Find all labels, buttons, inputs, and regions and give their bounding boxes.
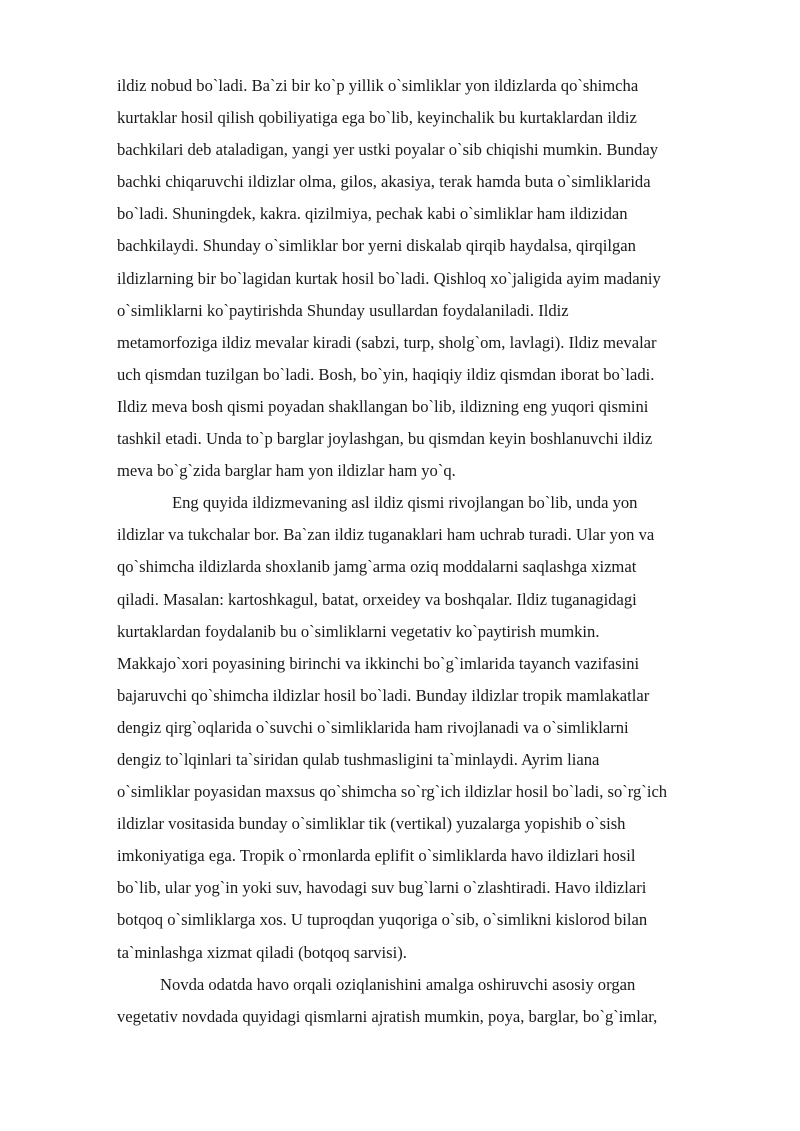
text-line: kurtaklar hosil qilish qobiliyatiga ega bo`lib, keyinchalik bu kurtaklardan ildiz <box>117 108 637 128</box>
text-line: Eng quyida ildizmevaning asl ildiz qismi rivojlangan bo`lib, unda yon <box>172 493 638 513</box>
text-line: bachki chiqaruvchi ildizlar olma, gilos, akasiya, terak hamda buta o`simliklarida <box>117 172 651 192</box>
text-line: bachkilari deb ataladigan, yangi yer ustki poyalar o`sib chiqishi mumkin. Bunday <box>117 140 659 160</box>
text-line: dengiz qirg`oqlarida o`suvchi o`simliklarida ham rivojlanadi va o`simliklarni <box>117 717 629 737</box>
text-line: bajaruvchi qo`shimcha ildizlar hosil bo`ladi. Bunday ildizlar tropik mamlakatlar <box>117 685 650 705</box>
text-line: qiladi. Masalan: kartoshkagul, batat, orxeidey va boshqalar. Ildiz tuganagidagi <box>117 589 637 609</box>
text-line: dengiz to`lqinlari ta`siridan qulab tushmasligini ta`minlaydi. Ayrim liana <box>117 749 600 769</box>
text-line: bachkilaydi. Shunday o`simliklar bor yerni diskalab qirqib haydalsa, qirqilgan <box>117 236 636 256</box>
text-line: o`simliklarni ko`paytirishda Shunday usullardan foydalaniladi. Ildiz <box>117 300 569 320</box>
text-line: o`simliklar poyasidan maxsus qo`shimcha so`rg`ich ildizlar hosil bo`ladi, so`rg`ich <box>117 782 668 802</box>
text-line: ta`minlashga xizmat qiladi (botqoq sarvisi). <box>117 942 407 962</box>
text-line: bo`ladi. Shuningdek, kakra. qizilmiya, pechak kabi o`simliklar ham ildizidan <box>117 204 628 224</box>
text-line: Makkajo`xori poyasining birinchi va ikkinchi bo`g`imlarida tayanch vazifasini <box>117 653 640 673</box>
text-line: botqoq o`simliklarga xos. U tuproqdan yuqoriga o`sib, o`simlikni kislorod bilan <box>117 910 648 930</box>
text-line: tashkil etadi. Unda to`p barglar joylashgan, bu qismdan keyin boshlanuvchi ildiz <box>117 429 653 449</box>
text-line: vegetativ novdada quyidagi qismlarni ajratish mumkin, poya, barglar, bo`g`imlar, <box>117 1006 658 1026</box>
text-line: kurtaklardan foydalanib bu o`simliklarni vegetativ ko`paytirish mumkin. <box>117 621 600 641</box>
text-line: metamorfoziga ildiz mevalar kiradi (sabzi, turp, sholg`om, lavlagi). Ildiz mevalar <box>117 332 657 352</box>
text-line: uch qismdan tuzilgan bo`ladi. Bosh, bo`yin, haqiqiy ildiz qismdan iborat bo`ladi. <box>117 364 655 384</box>
text-line: qo`shimcha ildizlarda shoxlanib jamg`arma oziq moddalarni saqlashga xizmat <box>117 557 637 577</box>
text-line: meva bo`g`zida barglar ham yon ildizlar ham yo`q. <box>117 461 456 481</box>
paragraph-root-tubers <box>117 487 744 968</box>
text-line: ildizlar va tukchalar bor. Ba`zan ildiz tuganaklari ham uchrab turadi. Ular yon va <box>117 525 655 545</box>
text-line: ildizlarning bir bo`lagidan kurtak hosil bo`ladi. Qishloq xo`jaligida ayim madaniy <box>117 268 661 288</box>
paragraph-shoot <box>117 969 744 1033</box>
text-line: bo`lib, ular yog`in yoki suv, havodagi suv bug`larni o`zlashtiradi. Havo ildizlari <box>117 878 647 898</box>
text-line: ildizlar vositasida bunday o`simliklar tik (vertikal) yuzalarga yopishib o`sish <box>117 814 626 834</box>
paragraph-root-metamorphosis <box>117 70 744 487</box>
text-line: Ildiz meva bosh qismi poyadan shakllangan bo`lib, ildizning eng yuqori qismini <box>117 396 649 416</box>
text-line: ildiz nobud bo`ladi. Ba`zi bir ko`p yillik o`simliklar yon ildizlarda qo`shimcha <box>117 76 639 95</box>
document-page <box>117 70 744 1033</box>
text-line: imkoniyatiga ega. Tropik o`rmonlarda eplifit o`simliklarda havo ildizlari hosil <box>117 846 636 866</box>
text-line: Novda odatda havo orqali oziqlanishini amalga oshiruvchi asosiy organ <box>160 974 636 994</box>
